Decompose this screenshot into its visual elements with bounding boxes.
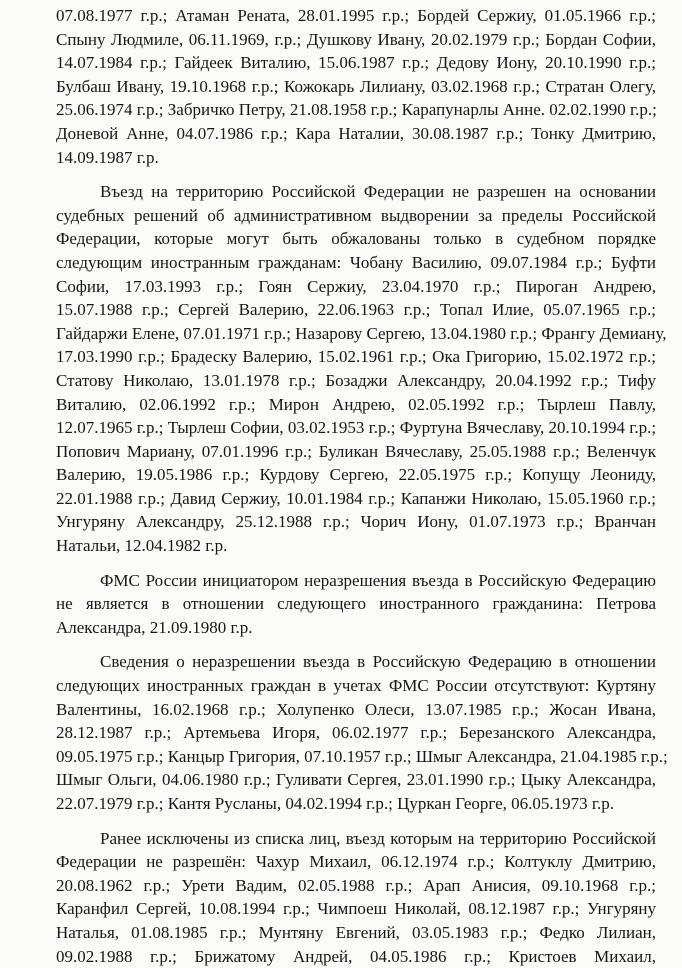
text-line: 22.01.1988 г.р.; Давид Сержиу, 10.01.1984 г.р.; Капанжи Николаю, 15.05.1960 г.р.; bbox=[56, 488, 656, 508]
text-line: 28.12.1987 г.р.; Артемьева Игоря, 06.02.1977 г.р.; Березанского Александра, bbox=[56, 723, 656, 743]
text-line: Сведения о неразрешении въезда в Российскую Федерацию в отношении bbox=[100, 652, 656, 672]
paragraph-3 bbox=[56, 569, 656, 640]
text-line: Федерации, которые могут быть обжалованы только в судебном порядке bbox=[56, 229, 656, 249]
text-line: Александра, 21.09.1980 г.р. bbox=[56, 617, 253, 637]
text-line: ФМС России инициатором неразрешения въезда в Российскую Федерацию bbox=[100, 570, 656, 590]
paragraph-4 bbox=[56, 650, 668, 815]
paragraph-1 bbox=[56, 4, 656, 169]
text-line: Статову Николаю, 13.01.1978 г.р.; Бозаджи Александру, 20.04.1992 г.р.; Тифу bbox=[56, 370, 656, 390]
text-line: Спыну Людмиле, 06.11.1969, г.р.; Душкову Ивану, 20.02.1979 г.р.; Бордан Софии, bbox=[56, 29, 656, 49]
text-line: Валентины, 16.02.1968 г.р.; Холупенко Олеси, 13.07.1985 г.р.; Жосан Ивана, bbox=[56, 699, 656, 719]
text-line: Доневой Анне, 04.07.1986 г.р.; Кара Наталии, 30.08.1987 г.р.; Тонку Дмитрию, bbox=[56, 123, 656, 143]
text-line: Натальи, 12.04.1982 г.р. bbox=[56, 536, 228, 556]
text-line: не является в отношении следующего иностранного гражданина: Петрова bbox=[56, 594, 656, 614]
text-line: 12.07.1965 г.р.; Тырлеш Софии, 03.02.1953 г.р.; Фуртуна Вячеславу, 20.10.1994 г.р.; bbox=[56, 418, 657, 438]
text-line: Виталию, 02.06.1992 г.р.; Мирон Андрею, 02.05.1992 г.р.; Тырлеш Павлу, bbox=[56, 394, 656, 414]
text-line: 09.05.1975 г.р.; Канцыр Григория, 07.10.1957 г.р.; Шмыг Александра, 21.04.1985 г.р.; bbox=[56, 746, 668, 766]
text-line: Унгуряну Александру, 25.12.1988 г.р.; Чорич Иону, 01.07.1973 г.р.; Вранчан bbox=[56, 512, 656, 532]
text-line: Въезд на территорию Российской Федерации не разрешен на основании bbox=[100, 182, 656, 202]
text-line: 14.09.1987 г.р. bbox=[56, 147, 159, 167]
text-line: судебных решений об административном выдворении за пределы Российской bbox=[56, 205, 656, 225]
text-line: Ранее исключены из списка лиц, въезд которым на территорию Российской bbox=[100, 828, 656, 848]
text-line: Гайдаржи Елене, 07.01.1971 г.р.; Назарову Сергею, 13.04.1980 г.р.; Франгу Демиану, bbox=[56, 323, 667, 343]
text-line: Попович Мариану, 07.01.1996 г.р.; Буликан Вячеславу, 25.05.1988 г.р.; Веленчук bbox=[56, 441, 656, 461]
text-line: Валерию, 19.05.1986 г.р.; Курдову Сергею, 22.05.1975 г.р.; Копущу Леониду, bbox=[56, 465, 656, 485]
text-line: следующим иностранным гражданам: Чобану Василию, 09.07.1984 г.р.; Буфти bbox=[56, 252, 656, 272]
paragraph-2 bbox=[56, 180, 667, 558]
text-line: Шмыг Ольги, 04.06.1980 г.р.; Гуливати Сергея, 23.01.1990 г.р.; Цыку Александра, bbox=[56, 770, 656, 790]
paragraph-5 bbox=[56, 827, 656, 968]
text-line: 15.07.1988 г.р.; Сергей Валерию, 22.06.1963 г.р.; Топал Илие, 05.07.1965 г.р.; bbox=[56, 300, 656, 320]
text-line: Федерации не разрешён: Чахур Михаил, 06.12.1974 г.р.; Колтуклу Дмитрию, bbox=[56, 852, 656, 872]
text-line: 20.08.1962 г.р.; Урети Вадим, 02.05.1988 г.р.; Арап Анисия, 09.10.1968 г.р.; bbox=[56, 875, 656, 895]
text-line: 17.03.1990 г.р.; Брадеску Валерию, 15.02.1961 г.р.; Ока Григорию, 15.02.1972 г.р.; bbox=[56, 347, 656, 367]
text-line: 07.08.1977 г.р.; Атаман Рената, 28.01.1995 г.р.; Бордей Сержиу, 01.05.1966 г.р.; bbox=[56, 6, 656, 25]
text-line: Софии, 17.03.1993 г.р.; Гоян Сержиу, 23.04.1970 г.р.; Пироган Андрею, bbox=[56, 276, 656, 296]
text-line: Булбаш Ивану, 19.10.1968 г.р.; Кожокарь Лилиану, 03.02.1968 г.р.; Стратан Олегу, bbox=[56, 76, 656, 96]
text-line: 14.07.1984 г.р.; Гайдеек Виталию, 15.06.1987 г.р.; Дедову Иону, 20.10.1990 г.р.; bbox=[56, 53, 656, 73]
text-line: 25.06.1974 г.р.; Забричко Петру, 21.08.1958 г.р.; Карапунарлы Анне. 02.02.1990 г.р.; bbox=[56, 100, 657, 120]
text-line: Каранфил Сергей, 10.08.1994 г.р.; Чимпоеш Николай, 08.12.1987 г.р.; Унгуряну bbox=[56, 899, 656, 919]
text-line: Наталья, 01.08.1985 г.р.; Мунтяну Евгений, 03.05.1983 г.р.; Федко Лилиан, bbox=[56, 922, 656, 942]
text-line: 09.02.1988 г.р.; Брижатому Андрей, 04.05.1986 г.р.; Кристоев Михаил, bbox=[56, 946, 656, 966]
text-line: 22.07.1979 г.р.; Кантя Русланы, 04.02.1994 г.р.; Цуркан Георге, 06.05.1973 г.р. bbox=[56, 794, 614, 813]
text-line: следующих иностранных граждан в учетах ФМС России отсутствуют: Куртяну bbox=[56, 676, 656, 696]
